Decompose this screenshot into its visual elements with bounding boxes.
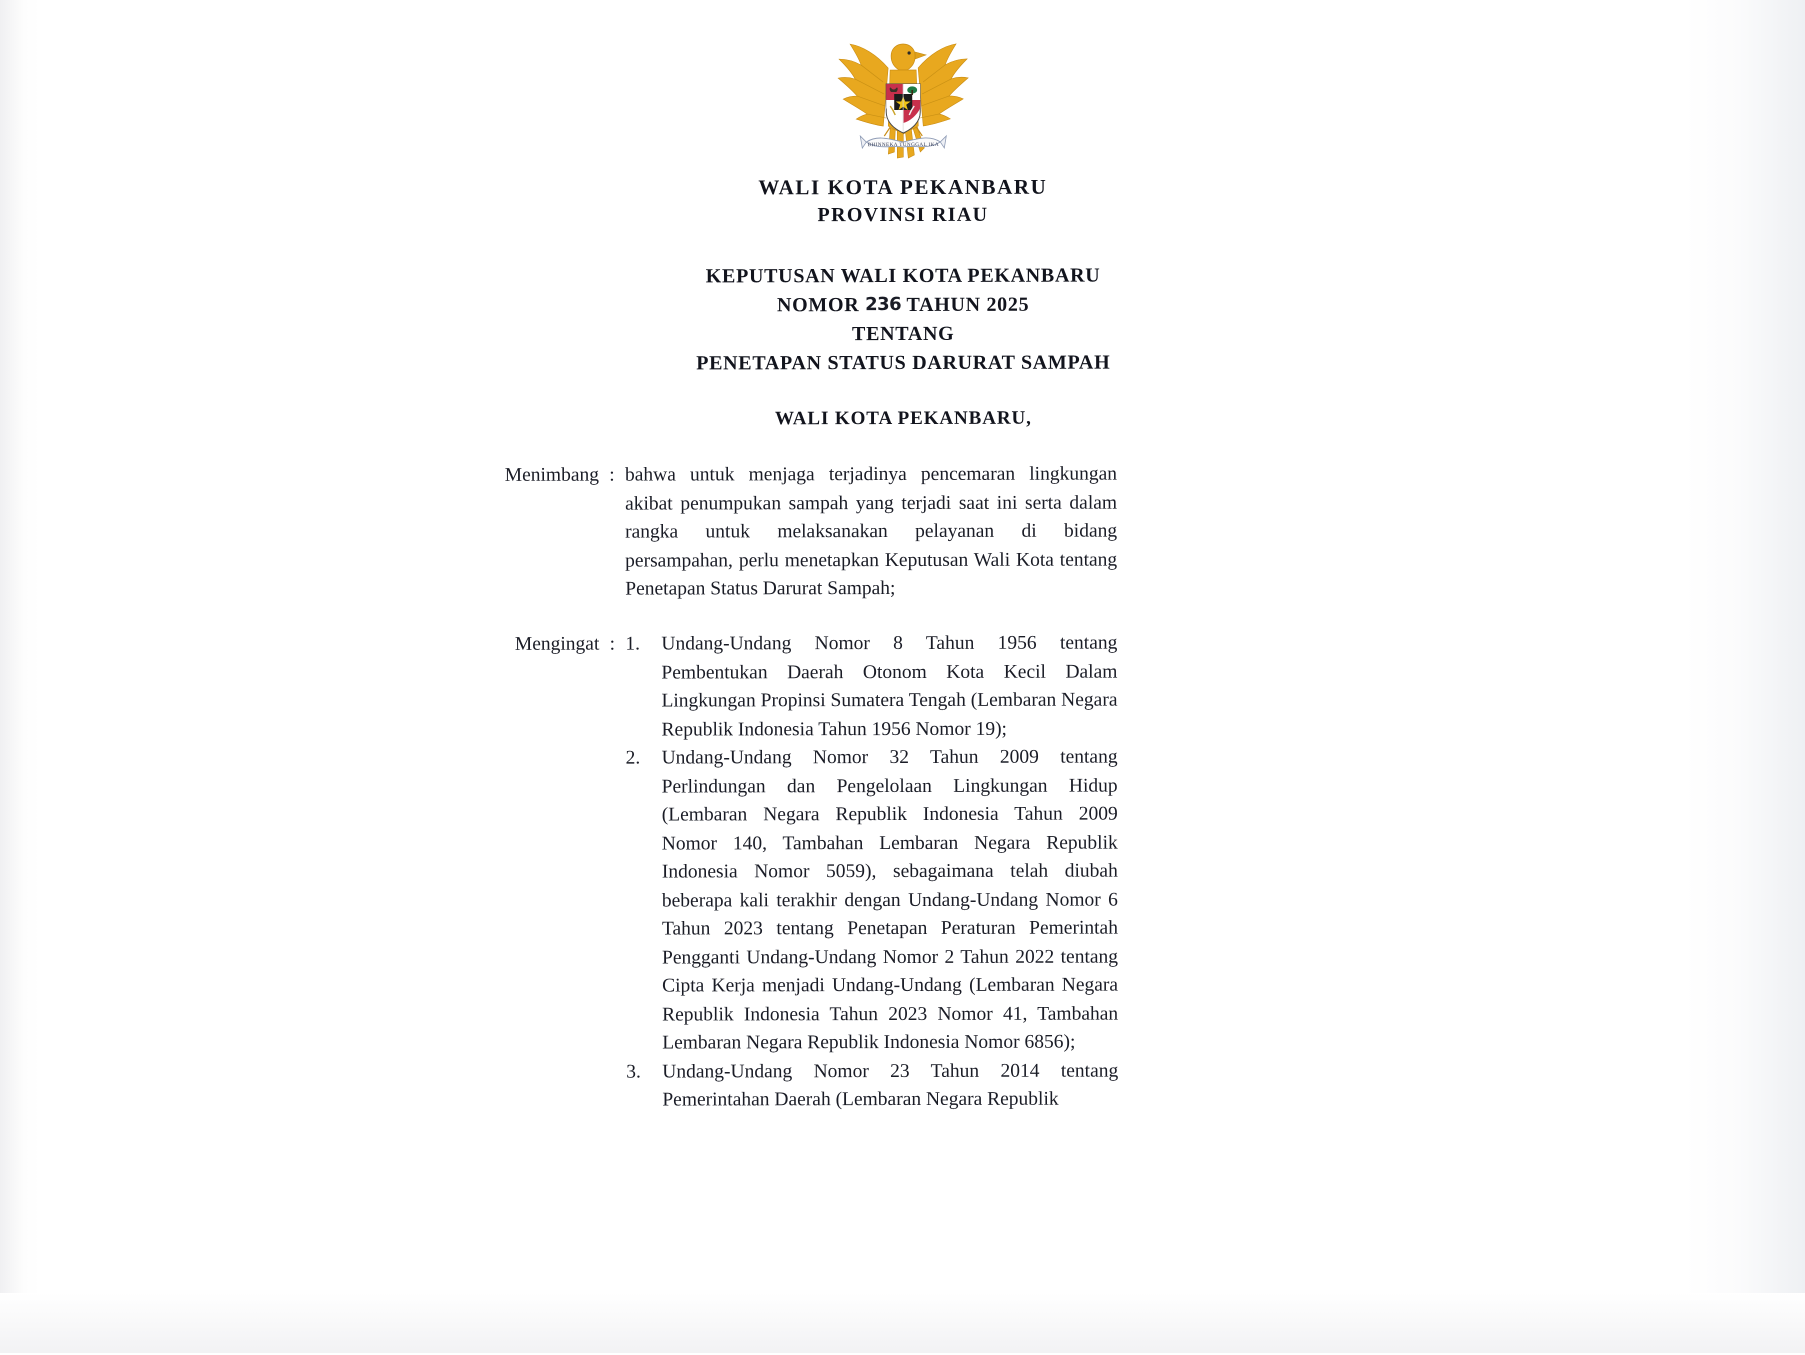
list-item-number: 1.: [625, 633, 640, 655]
decree-title-block: [1, 260, 1805, 380]
menimbang-label: Menimbang: [504, 464, 600, 486]
garuda-pancasila-emblem: [828, 30, 978, 170]
list-item: [625, 630, 1117, 745]
list-item: [626, 744, 1119, 1059]
mengingat-colon: :: [609, 633, 616, 655]
nomor-year: TAHUN 2025: [906, 293, 1030, 316]
decree-number-line: [1, 289, 1805, 322]
svg-text:BHINNEKA TUNGGAL IKA: BHINNEKA TUNGGAL IKA: [867, 141, 939, 149]
list-item-number: 2.: [625, 747, 641, 769]
clause-mengingat: [449, 630, 1118, 1116]
nomor-label: NOMOR: [776, 294, 860, 317]
province-heading: PROVINSI RIAU: [817, 203, 989, 227]
list-item-text: Undang-Undang Nomor 23 Tahun 2014 tentang Pemerintahan Daerah (Lembaran Negara Republik: [662, 1060, 1119, 1111]
clause-menimbang: [449, 461, 1117, 605]
decree-heading: KEPUTUSAN WALI KOTA PEKANBARU: [705, 264, 1101, 288]
decree-subject: PENETAPAN STATUS DARURAT SAMPAH: [696, 351, 1111, 375]
mengingat-label: Mengingat: [514, 633, 600, 655]
list-item: [626, 1057, 1118, 1115]
mengingat-body: [625, 630, 1118, 1116]
institution-heading: WALI KOTA PEKANBARU: [758, 174, 1048, 200]
list-item-text: Undang-Undang Nomor 32 Tahun 2009 tentang Perlindungan dan Pengelolaan Lingkungan Hidup (Lembaran Negara Republik Indonesia Tahun 2009 Nomor 140, Tambahan Lembaran Negara Republik Indonesia Nomor 5059), sebagaimana telah diubah beberapa kali terakhir dengan Undang-Undang Nomor 6 Tahun 2023 tentang Penetapan Peraturan Pemerintah Pengganti Undang-Undang Nomor 2 Tahun 2022 tentang Cipta Kerja menjadi Undang-Undang (Lembaran Negara Republik Indonesia Tahun 2023 Nomor 41, Tambahan Lembaran Negara Republik Indonesia Nomor 6856);: [661, 746, 1119, 1054]
list-item-text: Undang-Undang Nomor 8 Tahun 1956 tentang Pembentukan Daerah Otonom Kota Kecil Dalam Lingkungan Propinsi Sumatera Tengah (Lembaran Negara Republik Indonesia Tahun 1956 Nomor 19);: [661, 632, 1118, 741]
nomor-value: 236: [865, 294, 902, 316]
menimbang-colon: :: [609, 464, 615, 486]
signatory-heading: WALI KOTA PEKANBARU,: [774, 407, 1032, 430]
menimbang-body: [625, 461, 1117, 605]
list-item-number: 3.: [626, 1061, 641, 1083]
tentang-label: TENTANG: [852, 322, 955, 346]
emblem-container: [0, 28, 1805, 172]
menimbang-text: bahwa untuk menjaga terjadinya pencemaran lingkungan akibat penumpukan sampah yang terjadi saat ini serta dalam rangka untuk melaksanakan pelayanan di bidang persampahan, perlu menetapkan Keputusan Wali Kota tentang Penetapan Status Darurat Sampah;: [624, 463, 1118, 600]
mengingat-list: [625, 630, 1118, 1116]
